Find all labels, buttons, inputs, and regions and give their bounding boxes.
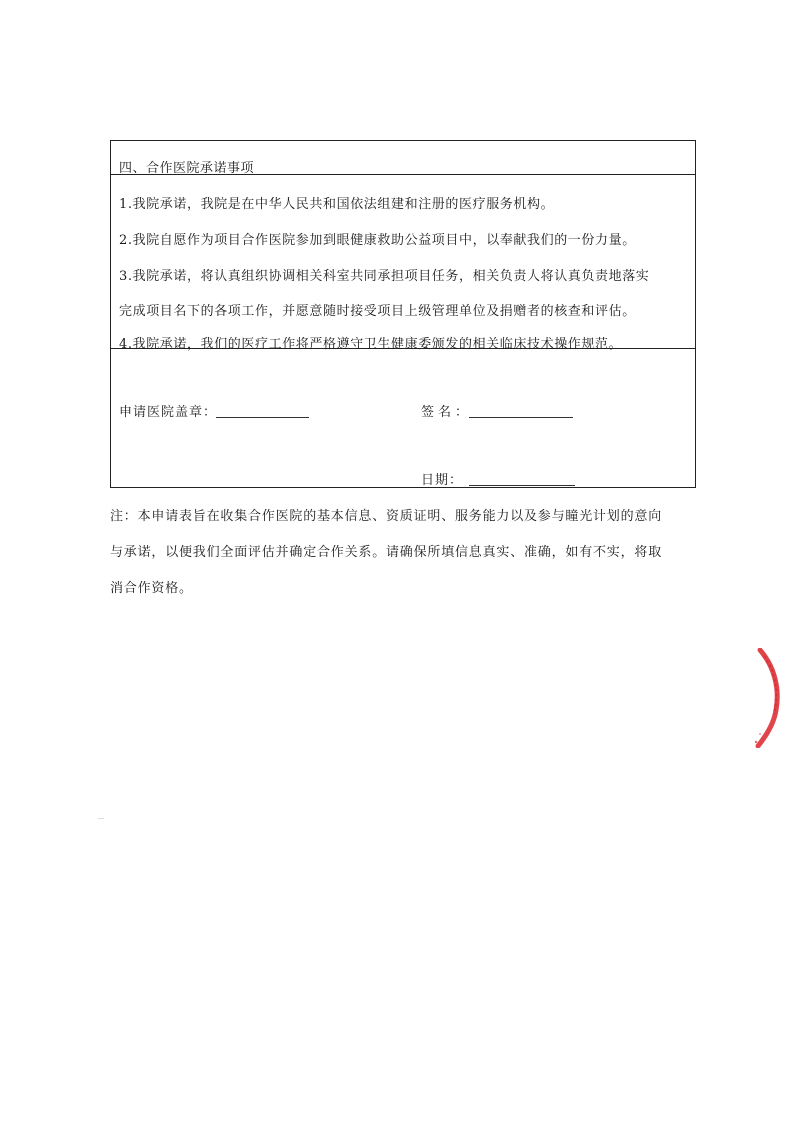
section-header [111, 141, 695, 175]
date-line[interactable] [469, 485, 575, 486]
hospital-seal-label: 申请医院盖章： [119, 405, 218, 420]
signature-label: 签名： [421, 405, 473, 420]
scan-artifact [98, 818, 104, 819]
commitments-list [111, 175, 695, 352]
signature-line[interactable] [469, 417, 573, 418]
note-line-1: 注：本申请表旨在收集合作医院的基本信息、资质证明、服务能力以及参与瞳光计划的意向 [110, 509, 663, 524]
commitment-form-table [110, 140, 696, 488]
note-line-2: 与承诺，以便我们全面评估并确定合作关系。请确保所填信息真实、准确，如有不实，将取 [110, 545, 663, 560]
red-stamp-edge-icon [752, 648, 792, 748]
signature-area [111, 349, 695, 489]
date-label: 日期： [421, 473, 464, 488]
section-title: 四、合作医院承诺事项 [119, 161, 255, 176]
hospital-seal-line[interactable] [216, 417, 309, 418]
commitment-item-2: 2.我院自愿作为项目合作医院参加到眼健康救助公益项目中，以奉献我们的一份力量。 [119, 233, 636, 248]
commitment-item-4: 4.我院承诺，我们的医疗工作将严格遵守卫生健康委颁发的相关临床技术操作规范。 [119, 337, 623, 352]
commitment-item-3-continued: 完成项目名下的各项工作，并愿意随时接受项目上级管理单位及捐赠者的核查和评估。 [119, 304, 636, 319]
note-line-3: 消合作资格。 [110, 581, 193, 596]
commitment-item-3: 3.我院承诺，将认真组织协调相关科室共同承担项目任务，相关负责人将认真负责地落实 [119, 269, 650, 284]
commitment-item-1: 1.我院承诺，我院是在中华人民共和国依法组建和注册的医疗服务机构。 [119, 197, 555, 212]
